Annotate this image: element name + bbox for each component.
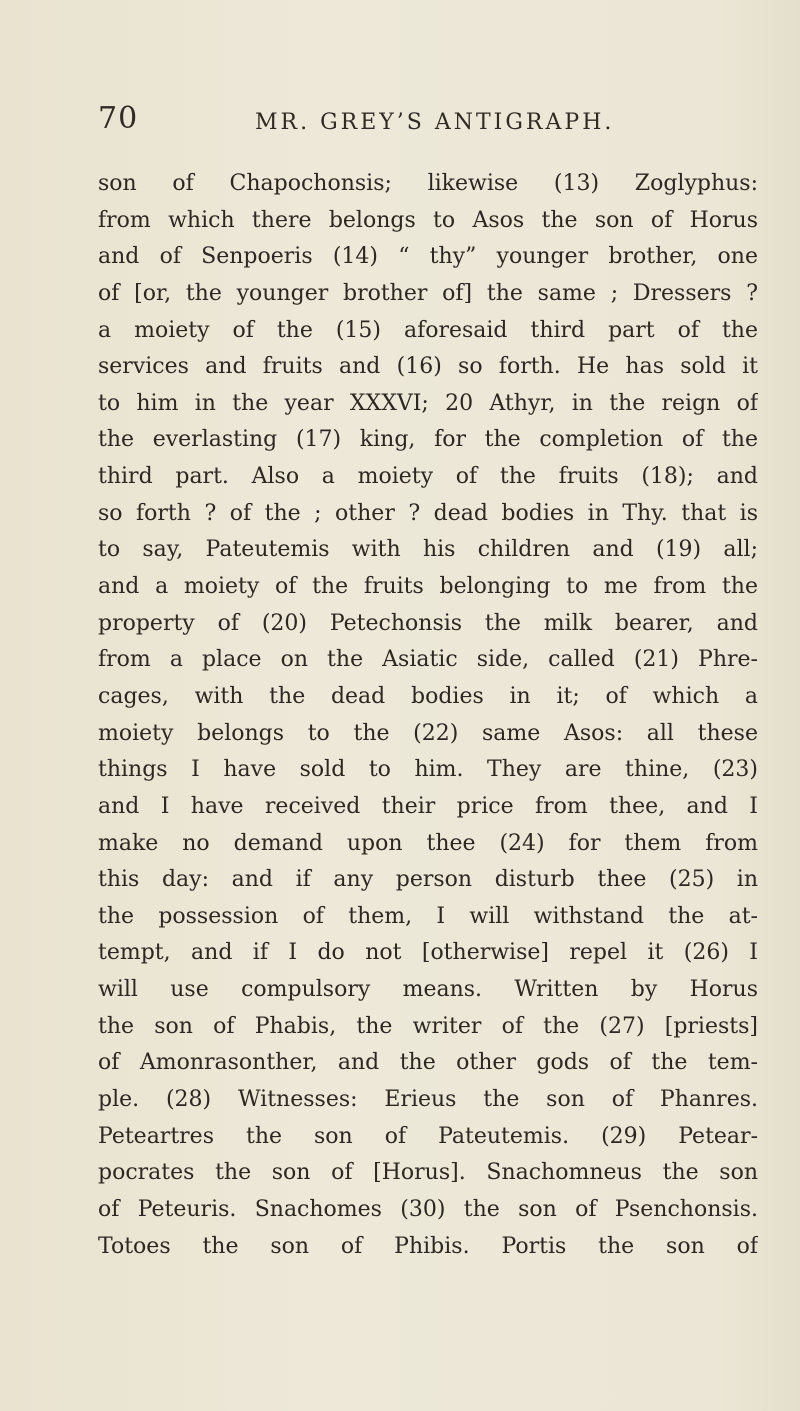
text-line: moiety belongs to the (22) same Asos: all these	[98, 720, 758, 746]
text-line: of Amonrasonther, and the other gods of the tem-	[98, 1050, 758, 1076]
text-line: so forth ? of the ; other ? dead bodies in Thy. that is	[98, 500, 758, 526]
text-line: of [or, the younger brother of] the same ; Dressers ?	[98, 280, 758, 306]
text-line: son of Chapochonsis; likewise (13) Zoglyphus:	[98, 171, 758, 196]
text-line: Peteartres the son of Pateutemis. (29) Petear-	[98, 1123, 758, 1149]
text-line: to say, Pateutemis with his children and (19) all;	[98, 537, 758, 563]
text-line: services and fruits and (16) so forth. He has sold it	[98, 354, 758, 380]
text-line: cages, with the dead bodies in it; of which a	[98, 683, 758, 709]
body-text	[98, 166, 758, 1265]
text-line: from a place on the Asiatic side, called (21) Phre-	[98, 647, 758, 673]
text-line: will use compulsory means. Written by Horus	[98, 977, 758, 1003]
text-line: the son of Phabis, the writer of the (27) [priests]	[98, 1013, 758, 1039]
text-line: and of Senpoeris (14) “ thy” younger brother, one	[98, 244, 758, 270]
text-line: ple. (28) Witnesses: Erieus the son of Phanres.	[98, 1087, 758, 1113]
text-line: the everlasting (17) king, for the completion of the	[98, 427, 758, 453]
text-line: the possession of them, I will withstand the at-	[98, 903, 758, 929]
text-line: from which there belongs to Asos the son of Horus	[98, 207, 758, 233]
text-line: third part. Also a moiety of the fruits (18); and	[98, 464, 758, 490]
page-header	[98, 99, 758, 139]
text-line: and a moiety of the fruits belonging to me from the	[98, 574, 758, 600]
text-line: to him in the year XXXVI; 20 Athyr, in the reign of	[98, 390, 758, 416]
running-title: MR. GREY’S ANTIGRAPH.	[255, 110, 615, 135]
text-line: a moiety of the (15) aforesaid third part of the	[98, 317, 758, 343]
text-line: this day: and if any person disturb thee (25) in	[98, 867, 758, 893]
text-line: tempt, and if I do not [otherwise] repel it (26) I	[98, 940, 758, 966]
text-line: pocrates the son of [Horus]. Snachomneus the son	[98, 1160, 758, 1186]
text-line: property of (20) Petechonsis the milk bearer, and	[98, 610, 758, 636]
page-number: 70	[98, 101, 139, 136]
text-line: and I have received their price from thee, and I	[98, 793, 758, 819]
text-line: of Peteuris. Snachomes (30) the son of Psenchonsis.	[98, 1196, 758, 1222]
text-line: Totoes the son of Phibis. Portis the son of	[98, 1233, 758, 1259]
text-line: things I have sold to him. They are thine, (23)	[98, 757, 758, 783]
text-line: make no demand upon thee (24) for them from	[98, 830, 758, 856]
